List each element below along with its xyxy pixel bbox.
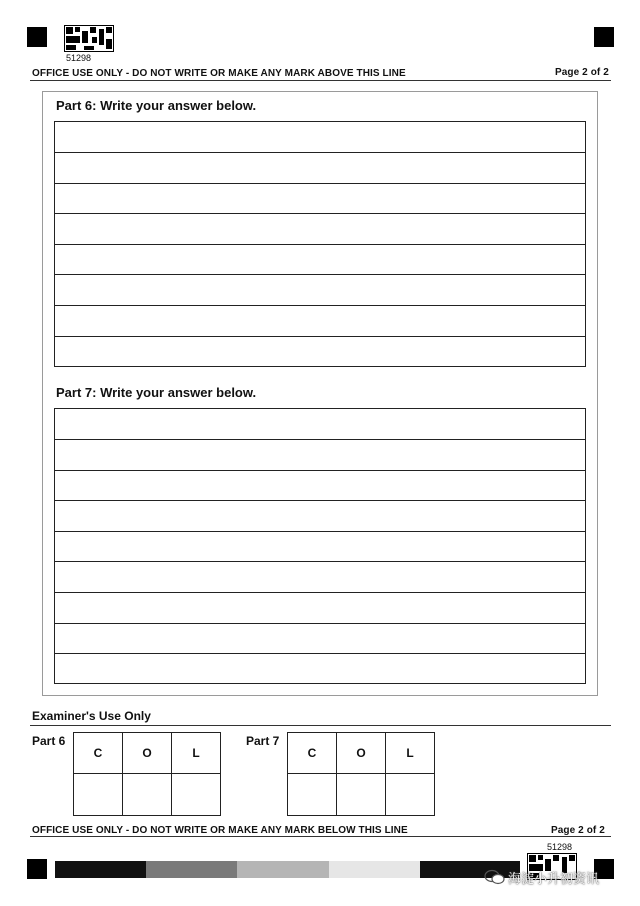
grid-header-l: L (172, 733, 221, 774)
registration-mark-top-right (594, 27, 614, 47)
footer-rule (30, 836, 611, 837)
examiner-section-title: Examiner's Use Only (32, 709, 151, 723)
answer-line (55, 305, 585, 306)
header-rule (30, 80, 611, 81)
grid-cell-l[interactable] (386, 774, 435, 816)
grid-cell-c[interactable] (288, 774, 337, 816)
office-use-header-text: OFFICE USE ONLY - DO NOT WRITE OR MAKE ANY MARK ABOVE THIS LINE (32, 68, 406, 79)
page-label-top: Page 2 of 2 (555, 67, 609, 78)
grid-header-o: O (123, 733, 172, 774)
grid-cell-o[interactable] (123, 774, 172, 816)
grayscale-strip-mid-gray (237, 861, 329, 878)
answer-line (55, 244, 585, 245)
part-7-title: Part 7: Write your answer below. (56, 385, 257, 400)
answer-line (55, 500, 585, 501)
part-7-grid-label: Part 7 (246, 734, 280, 748)
answer-line (55, 439, 585, 440)
wechat-icon (484, 869, 506, 885)
grayscale-strip-light-gray (329, 861, 420, 878)
answer-line (55, 152, 585, 153)
answer-line (55, 336, 585, 337)
examiner-rule (30, 725, 611, 726)
grid-cell-c[interactable] (74, 774, 123, 816)
part-7-answer-box[interactable] (54, 408, 586, 684)
part-7-col-grid (287, 732, 435, 816)
part-6-title: Part 6: Write your answer below. (56, 98, 257, 113)
watermark-text: 海淀小升初资讯 (508, 871, 600, 886)
grid-header-o: O (337, 733, 386, 774)
answer-line (55, 653, 585, 654)
answer-line (55, 592, 585, 593)
page-label-bottom: Page 2 of 2 (551, 825, 605, 836)
part-6-grid-label: Part 6 (32, 734, 66, 748)
answer-line (55, 561, 585, 562)
grid-cell-o[interactable] (337, 774, 386, 816)
registration-mark-top-left (27, 27, 47, 47)
grid-cell-l[interactable] (172, 774, 221, 816)
part-6-answer-box[interactable] (54, 121, 586, 367)
answer-line (55, 274, 585, 275)
grid-header-c: C (74, 733, 123, 774)
registration-mark-bottom-left (27, 859, 47, 879)
form-code: 51298 (66, 53, 92, 63)
grayscale-strip-black-1 (55, 861, 146, 878)
answer-line (55, 470, 585, 471)
part-6-col-grid (73, 732, 221, 816)
grid-header-l: L (386, 733, 435, 774)
grayscale-strip-dark-gray (146, 861, 237, 878)
form-code-bottom: 51298 (547, 842, 573, 852)
answer-line (55, 531, 585, 532)
answer-line (55, 213, 585, 214)
grid-header-c: C (288, 733, 337, 774)
answer-line (55, 623, 585, 624)
barcode-icon (64, 25, 114, 52)
answer-line (55, 183, 585, 184)
office-use-footer-text: OFFICE USE ONLY - DO NOT WRITE OR MAKE ANY MARK BELOW THIS LINE (32, 825, 408, 836)
